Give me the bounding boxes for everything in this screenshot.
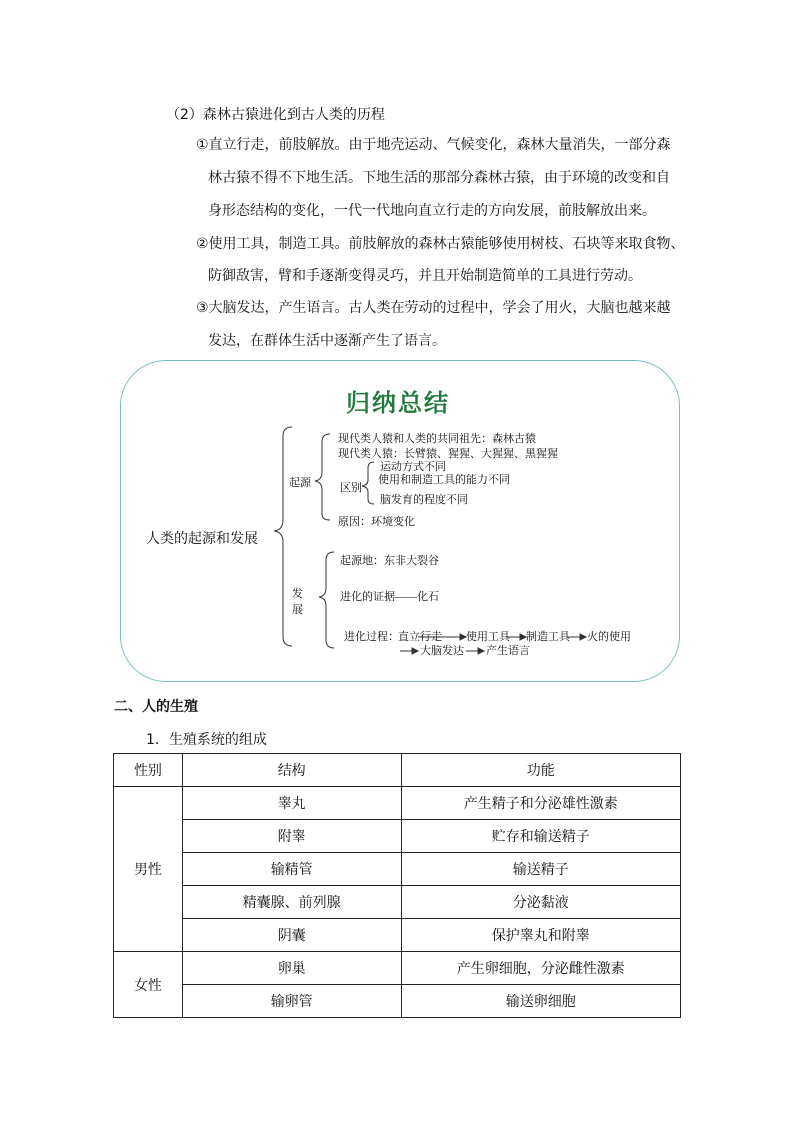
process-step: 使用工具	[466, 631, 510, 643]
structure-cell: 输卵管	[182, 985, 401, 1018]
develop-place: 起源地：东非大裂谷	[340, 555, 439, 567]
section-heading: （2）森林古猿进化到古人类的历程	[166, 107, 385, 123]
paragraph-line: ①直立行走，前肢解放。由于地壳运动、气候变化，森林大量消失，一部分森	[196, 137, 671, 153]
difference-item: 使用和制造工具的能力不同	[378, 474, 510, 486]
function-cell: 输送卵细胞	[401, 985, 681, 1018]
function-cell: 产生精子和分泌雄性激素	[401, 787, 681, 820]
sex-cell: 男性	[114, 787, 183, 952]
process-step: 产生语言	[486, 645, 530, 657]
table-header: 结构	[182, 754, 401, 787]
table-row	[114, 952, 681, 985]
origin-label: 起源	[289, 477, 311, 489]
paragraph-line: ③大脑发达，产生语言。古人类在劳动的过程中，学会了用火，大脑也越来越	[196, 300, 671, 316]
process-step: 火的使用	[587, 631, 631, 643]
subheading: 1．生殖系统的组成	[146, 732, 267, 748]
develop-label: 展	[292, 604, 303, 616]
function-cell: 输送精子	[401, 853, 681, 886]
process-step: 直立行走	[398, 631, 442, 643]
structure-cell: 附睾	[182, 820, 401, 853]
section-heading: 二、人的生殖	[114, 699, 198, 715]
develop-label: 发	[292, 588, 303, 600]
mindmap-root: 人类的起源和发展	[146, 532, 258, 547]
sex-cell: 女性	[114, 952, 183, 1018]
structure-cell: 输精管	[182, 853, 401, 886]
origin-apes: 现代类人猿：长臂猿、猩猩、大猩猩、黑猩猩	[338, 448, 558, 460]
paragraph-line: 防御敌害，臂和手逐渐变得灵巧，并且开始制造简单的工具进行劳动。	[208, 268, 642, 284]
process-step: 制造工具	[526, 631, 570, 643]
reproductive-system-table	[113, 753, 681, 1018]
table-row	[114, 820, 681, 853]
difference-item: 运动方式不同	[380, 461, 446, 473]
table-row	[114, 886, 681, 919]
structure-cell: 阴囊	[182, 919, 401, 952]
paragraph-line: ②使用工具，制造工具。前肢解放的森林古猿能够使用树枝、石块等来取食物、	[196, 236, 685, 252]
paragraph-line: 发达，在群体生活中逐渐产生了语言。	[208, 333, 446, 349]
table-row	[114, 985, 681, 1018]
difference-item: 脑发育的程度不同	[380, 494, 468, 506]
table-header: 性别	[114, 754, 183, 787]
paragraph-line: 身形态结构的变化，一代一代地向直立行走的方向发展，前肢解放出来。	[208, 203, 656, 219]
develop-evidence: 进化的证据——化石	[340, 591, 439, 603]
table-row	[114, 919, 681, 952]
function-cell: 贮存和输送精子	[401, 820, 681, 853]
table-row	[114, 853, 681, 886]
process-step: 大脑发达	[420, 645, 464, 657]
structure-cell: 精囊腺、前列腺	[182, 886, 401, 919]
difference-label: 区别	[340, 482, 362, 494]
summary-title: 归纳总结	[346, 388, 450, 417]
table-row	[114, 787, 681, 820]
structure-cell: 睾丸	[182, 787, 401, 820]
function-cell: 保护睾丸和附睾	[401, 919, 681, 952]
origin-cause: 原因：环境变化	[338, 516, 415, 528]
paragraph-line: 林古猿不得不下地生活。下地生活的那部分森林古猿，由于环境的改变和自	[208, 170, 670, 186]
table-header-row	[114, 754, 681, 787]
process-label: 进化过程：	[344, 631, 399, 643]
function-cell: 产生卵细胞，分泌雌性激素	[401, 952, 681, 985]
table-header: 功能	[401, 754, 681, 787]
origin-ancestor: 现代类人猿和人类的共同祖先：森林古猿	[338, 433, 536, 445]
function-cell: 分泌黏液	[401, 886, 681, 919]
structure-cell: 卵巢	[182, 952, 401, 985]
